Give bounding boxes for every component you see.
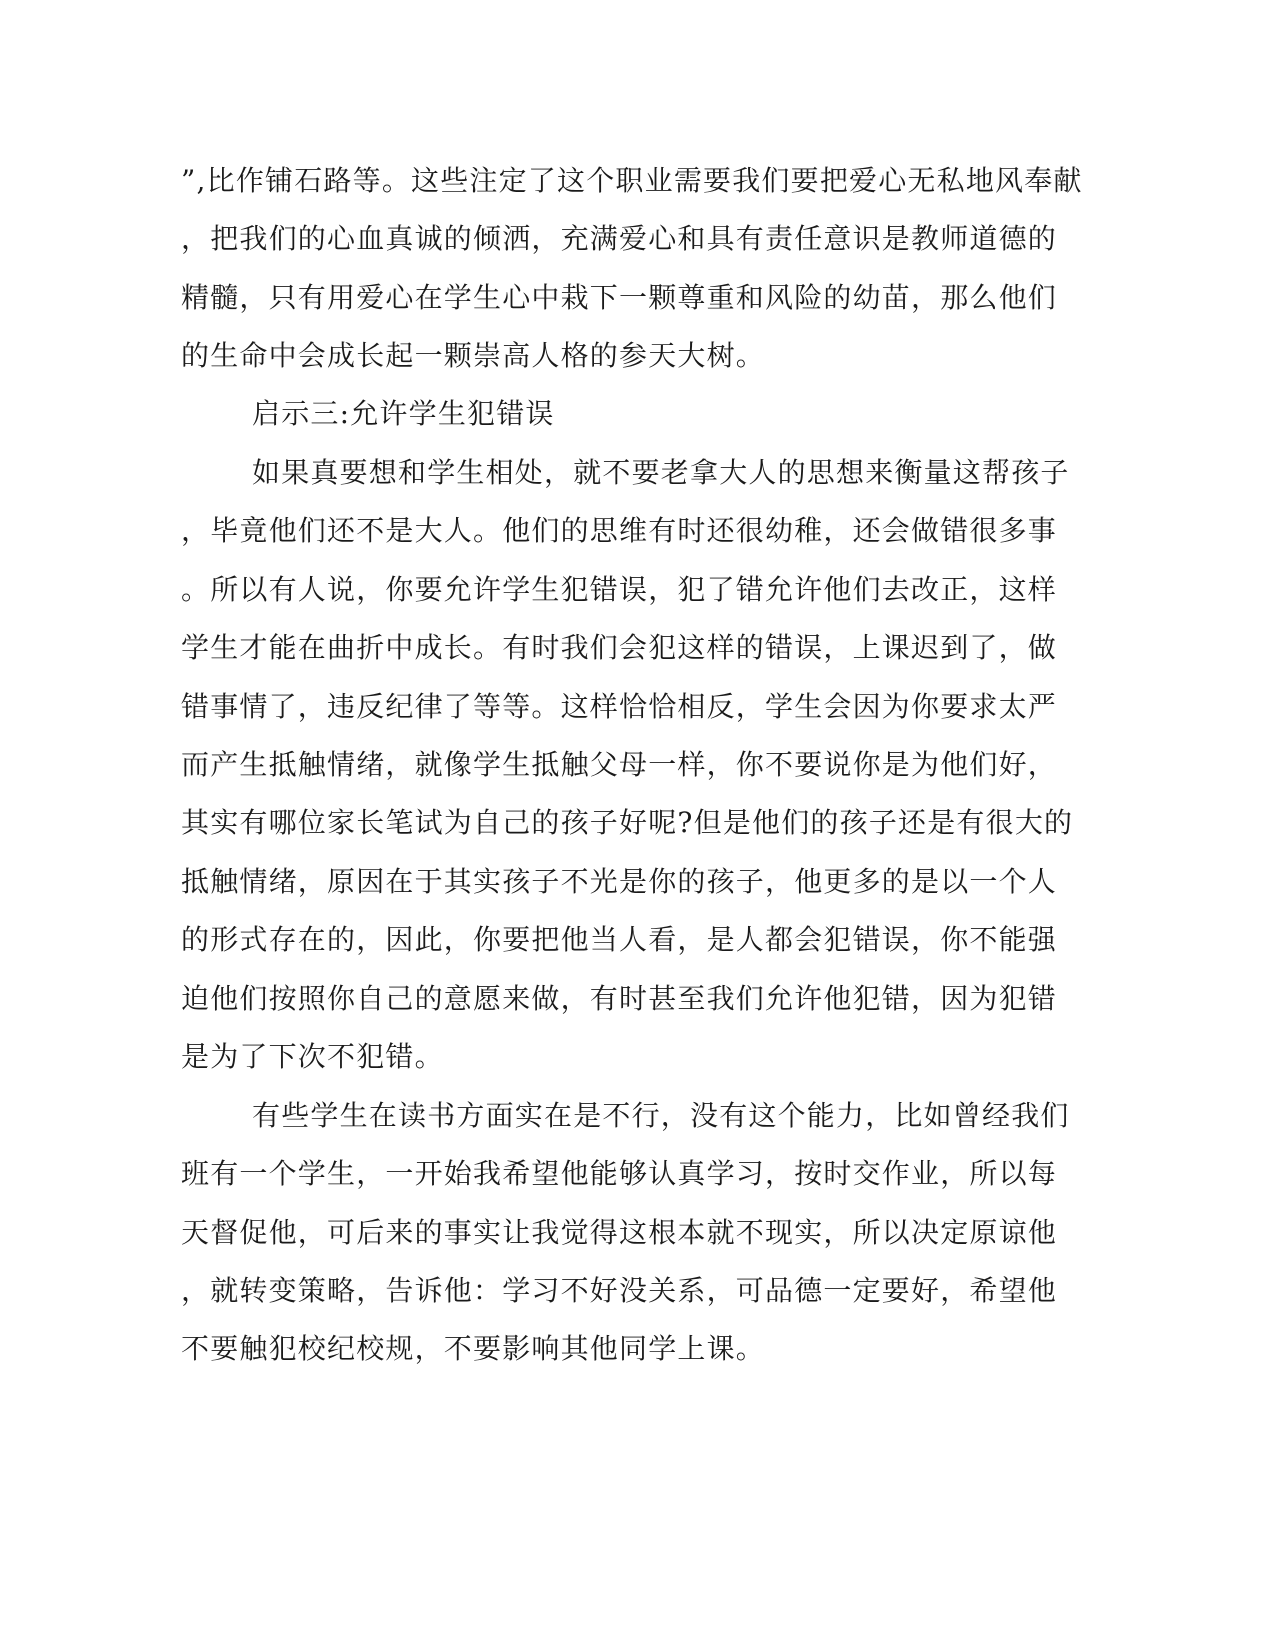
text-line: 是为了下次不犯错。 [181, 1040, 444, 1073]
text-line: 抵触情绪，原因在于其实孩子不光是你的孩子，他更多的是以一个人 [181, 865, 1058, 898]
text-line: 迫他们按照你自己的意愿来做，有时甚至我们允许他犯错，因为犯错 [181, 982, 1058, 1015]
text-line: 天督促他，可后来的事实让我觉得这根本就不现实，所以决定原谅他 [181, 1216, 1058, 1249]
text-line: ，把我们的心血真诚的倾洒，充满爱心和具有责任意识是教师道德的 [181, 222, 1058, 255]
paragraph-first-line: 如果真要想和学生相处，就不要老拿大人的思想来衡量这帮孩子 [252, 456, 1070, 489]
text-line: 不要触犯校纪校规，不要影响其他同学上课。 [181, 1332, 766, 1365]
text-line: 而产生抵触情绪，就像学生抵触父母一样，你不要说你是为他们好， [181, 748, 1058, 781]
text-line: 的生命中会成长起一颗崇高人格的参天大树。 [181, 339, 766, 372]
text-line: 精髓，只有用爱心在学生心中栽下一颗尊重和风险的幼苗，那么他们 [181, 281, 1058, 314]
text-line: 其实有哪位家长笔试为自己的孩子好呢?但是他们的孩子还是有很大的 [181, 806, 1074, 839]
section-heading: 启示三:允许学生犯错误 [252, 397, 555, 430]
text-line: ，毕竟他们还不是大人。他们的思维有时还很幼稚，还会做错很多事 [181, 514, 1058, 547]
paragraph-first-line: 有些学生在读书方面实在是不行，没有这个能力，比如曾经我们 [252, 1099, 1070, 1132]
text-line: 班有一个学生，一开始我希望他能够认真学习，按时交作业，所以每 [181, 1157, 1058, 1190]
text-line: 错事情了，违反纪律了等等。这样恰恰相反，学生会因为你要求太严 [181, 690, 1058, 723]
text-line: ，就转变策略，告诉他：学习不好没关系，可品德一定要好，希望他 [181, 1274, 1058, 1307]
text-line: 学生才能在曲折中成长。有时我们会犯这样的错误，上课迟到了，做 [181, 631, 1058, 664]
text-line: 。所以有人说，你要允许学生犯错误，犯了错允许他们去改正，这样 [181, 573, 1058, 606]
text-line: ”,比作铺石路等。这些注定了这个职业需要我们要把爱心无私地风奉献 [181, 164, 1083, 197]
text-line: 的形式存在的，因此，你要把他当人看，是人都会犯错误，你不能强 [181, 923, 1058, 956]
